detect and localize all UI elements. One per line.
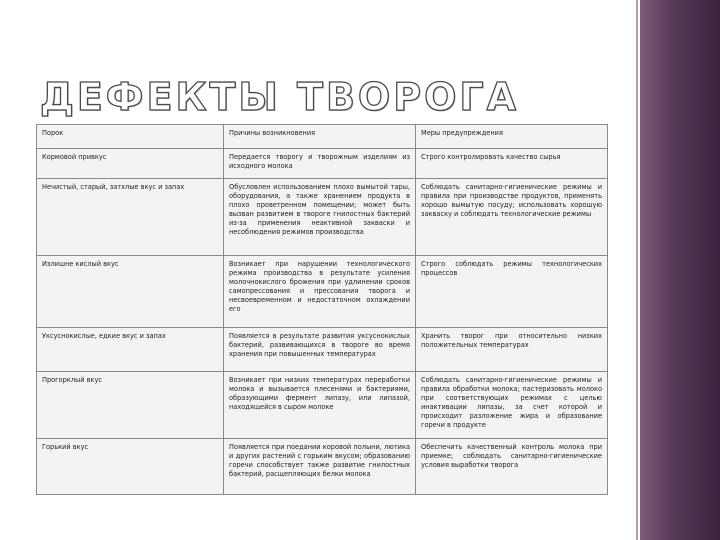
cell-prevention: Соблюдать санитарно-гигиенические режимы и правила обработки молока; пастеризовать молоко при соответствующих режимах с целью инактивации липазы, за счет которой и происходит разложение жира и образование горечи в продукте [416, 372, 608, 439]
cell-defect: Прогорклый вкус [37, 372, 224, 439]
decorative-side-band [640, 0, 720, 540]
table-header-row [37, 125, 608, 149]
cell-defect: Излишне кислый вкус [37, 256, 224, 328]
decorative-divider-line [636, 0, 638, 540]
header-prevention: Меры предупреждения [416, 125, 608, 149]
cell-defect: Нечистый, старый, затхлые вкус и запах [37, 179, 224, 256]
cell-prevention: Обеспечить качественный контроль молока при приемке; соблюдать санитарно-гигиенические условия выработки творога [416, 439, 608, 495]
cell-cause: Появляется в результате развития уксуснокислых бактерий, развивающихся в твороге во время хранения при повышенных температурах [224, 328, 416, 372]
table-row [37, 256, 608, 328]
cell-cause: Возникает при нарушении технологического режима производства в результате усиления молочнокислого брожения при удлинении сроков самопрессования и прессования творога и несвоевременном и недостаточном охлаждении его [224, 256, 416, 328]
table-row [37, 328, 608, 372]
cell-cause: Передается творогу и творожным изделиям из исходного молока [224, 149, 416, 179]
table-row [37, 439, 608, 495]
cell-prevention: Хранить творог при относительно низких положительных температурах [416, 328, 608, 372]
cell-prevention: Строго контролировать качество сырья [416, 149, 608, 179]
cell-defect: Уксуснокислые, едкие вкус и запах [37, 328, 224, 372]
defects-table [36, 124, 608, 495]
cell-defect: Кормовой привкус [37, 149, 224, 179]
table-row [37, 372, 608, 439]
table-row [37, 149, 608, 179]
cell-prevention: Строго соблюдать режимы технологических процессов [416, 256, 608, 328]
cell-cause: Обусловлен использованием плохо вымытой тары, оборудования, а также хранением продукта в плохо проветренном помещении; может быть вызван развитием в твороге гнилостных бактерий из-за применения неактивной закваски и несоблюдения режимов производства [224, 179, 416, 256]
cell-defect: Горький вкус [37, 439, 224, 495]
page-title: ДЕФЕКТЫ ТВОРОГА [40, 75, 519, 119]
header-cause: Причины возникновения [224, 125, 416, 149]
cell-prevention: Соблюдать санитарно-гигиенические режимы и правила при производстве продуктов, применять хорошо вымытую посуду; использовать хорошую закваску и соблюдать технологические режимы [416, 179, 608, 256]
cell-cause: Возникает при низких температурах переработки молока и вызывается плесенями и бактериями, образующими фермент липазу, или липазой, находящейся в сыром молоке [224, 372, 416, 439]
header-defect: Порок [37, 125, 224, 149]
table-row [37, 179, 608, 256]
cell-cause: Появляется при поедании коровой полыни, лютика и других растений с горьким вкусом; образованию горечи способствует также развитие гнилостных бактерий, расщепляющих белки молока [224, 439, 416, 495]
